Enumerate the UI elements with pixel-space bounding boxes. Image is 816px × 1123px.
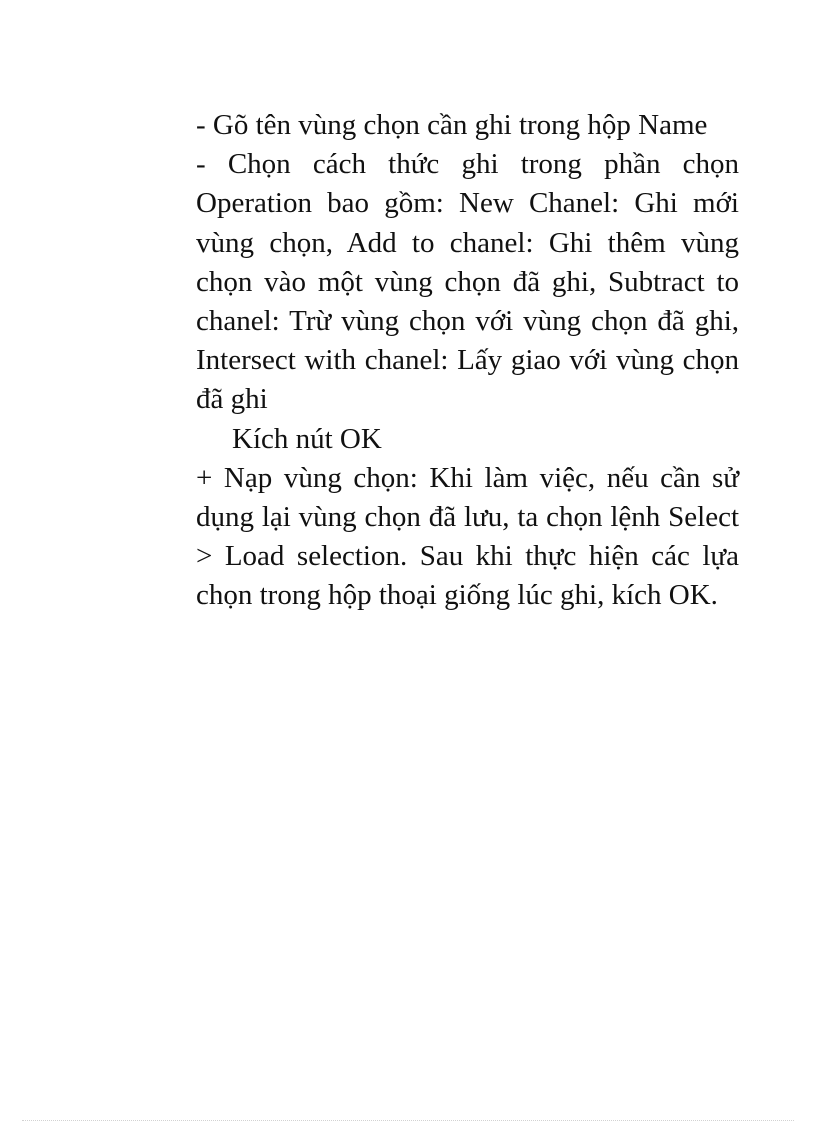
- page-bottom-divider: [22, 1120, 794, 1121]
- paragraph-name-field: - Gõ tên vùng chọn cần ghi trong hộp Name: [196, 109, 708, 141]
- paragraph-load-selection: + Nạp vùng chọn: Khi làm việc, nếu cần sử dụng lại vùng chọn đã lưu, ta chọn lệnh Select > Load selection. Sau khi thực hiện các lựa chọn trong hộp thoại giống lúc ghi, kích OK.: [196, 461, 739, 612]
- page-body: [196, 106, 739, 616]
- paragraph-operation-options: - Chọn cách thức ghi trong phần chọn Operation bao gồm: New Chanel: Ghi mới vùng chọn, Add to chanel: Ghi thêm vùng chọn vào một vùng chọn đã ghi, Subtract to chanel: Trừ vùng chọn với vùng chọn đã ghi, Intersect with chanel: Lấy giao với vùng chọn đã ghi: [196, 148, 739, 416]
- paragraph-click-ok: Kích nút OK: [232, 422, 382, 455]
